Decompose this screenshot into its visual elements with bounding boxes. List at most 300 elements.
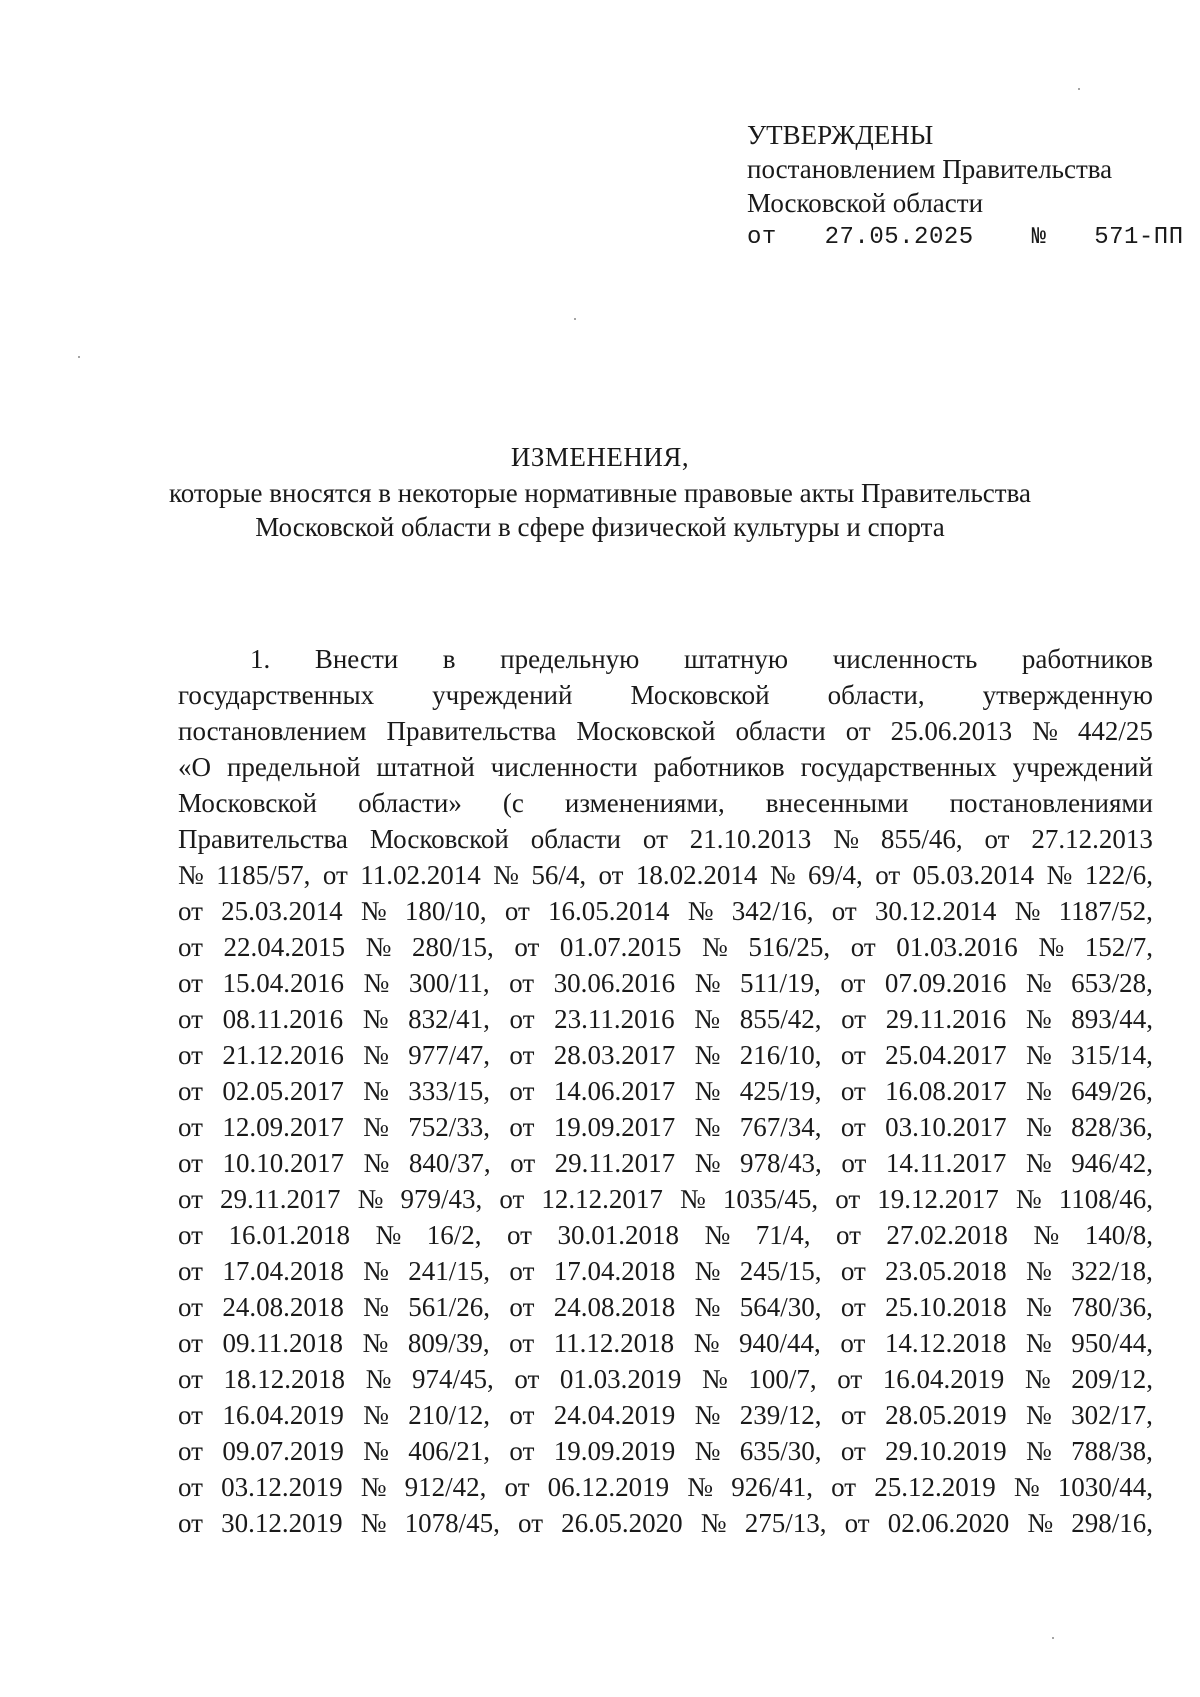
body-word: от xyxy=(840,1112,866,1142)
body-word: от xyxy=(514,1364,540,1394)
body-word: от xyxy=(598,860,624,890)
body-word: 275/13, xyxy=(744,1508,827,1538)
body-word: от xyxy=(178,1364,203,1394)
body-word: Московской xyxy=(178,788,318,818)
body-word: 809/39, xyxy=(407,1328,490,1358)
body-word: № xyxy=(360,1472,387,1502)
body-word: 03.12.2019 xyxy=(221,1472,343,1502)
body-word: от xyxy=(845,716,871,746)
body-word: № xyxy=(1026,1112,1052,1142)
body-word: 210/12, xyxy=(408,1400,491,1430)
body-word: 03.10.2017 xyxy=(885,1112,1007,1142)
body-word: от xyxy=(504,896,530,926)
body-line xyxy=(178,1217,1153,1253)
body-word: от xyxy=(178,1076,203,1106)
body-word: от xyxy=(835,1184,861,1214)
body-line xyxy=(178,1469,1153,1505)
body-line xyxy=(178,1109,1153,1145)
body-word: 752/33, xyxy=(408,1112,491,1142)
body-word: № xyxy=(1026,1292,1052,1322)
body-word: учреждений xyxy=(432,680,573,710)
body-word: от xyxy=(178,932,203,962)
body-word: от xyxy=(840,1076,866,1106)
body-word: 14.12.2018 xyxy=(884,1328,1007,1358)
body-word: 08.11.2016 xyxy=(222,1004,344,1034)
body-word: 561/26, xyxy=(408,1292,491,1322)
body-word: № xyxy=(702,1364,728,1394)
body-word: 22.04.2015 xyxy=(223,932,346,962)
body-word: от xyxy=(178,1472,203,1502)
body-word: 1030/44, xyxy=(1057,1472,1153,1502)
body-word: № xyxy=(694,1148,721,1178)
body-line xyxy=(178,641,1153,677)
body-line xyxy=(178,1181,1153,1217)
body-word: № xyxy=(1032,716,1058,746)
scan-speck xyxy=(1078,88,1080,90)
body-word: 14.06.2017 xyxy=(553,1076,676,1106)
body-word: № xyxy=(702,932,728,962)
body-word: 24.08.2018 xyxy=(553,1292,676,1322)
body-word: от xyxy=(509,1040,535,1070)
body-word: 855/42, xyxy=(739,1004,822,1034)
document-title xyxy=(0,440,1200,544)
body-word: № xyxy=(1027,1508,1054,1538)
body-word: 30.01.2018 xyxy=(557,1220,679,1250)
body-word: от xyxy=(841,1004,867,1034)
body-word: 07.09.2016 xyxy=(884,968,1007,998)
body-line xyxy=(178,1325,1153,1361)
body-word: № xyxy=(360,1508,387,1538)
body-paragraph xyxy=(178,641,1153,1541)
body-word: штатную xyxy=(683,644,789,674)
body-word: 216/10, xyxy=(739,1040,822,1070)
body-word: Правительства xyxy=(178,824,348,854)
body-word: 14.11.2017 xyxy=(885,1148,1007,1178)
body-word: 01.03.2016 xyxy=(896,932,1018,962)
body-word: от xyxy=(509,1436,535,1466)
body-word: 315/14, xyxy=(1071,1040,1153,1070)
body-word: от xyxy=(178,1436,203,1466)
body-word: № xyxy=(1013,1472,1040,1502)
body-word: от xyxy=(178,1256,203,1286)
body-word: от xyxy=(509,968,535,998)
body-word: № xyxy=(363,968,390,998)
body-word: 19.09.2019 xyxy=(553,1436,676,1466)
body-word: № xyxy=(363,1040,389,1070)
body-word: 71/4, xyxy=(755,1220,811,1250)
body-word: 28.03.2017 xyxy=(553,1040,676,1070)
body-word: от xyxy=(509,1004,535,1034)
approval-stamp xyxy=(747,118,1184,255)
body-word: 1185/57, xyxy=(216,860,311,890)
body-word: от xyxy=(840,1292,866,1322)
body-word: 342/16, xyxy=(731,896,814,926)
body-word: Правительства xyxy=(386,716,557,746)
body-word: от xyxy=(831,896,857,926)
body-word: 28.05.2019 xyxy=(885,1400,1007,1430)
body-word: 1187/52, xyxy=(1058,896,1153,926)
body-line xyxy=(178,785,1153,821)
body-word: № xyxy=(694,1076,721,1106)
body-word: от xyxy=(499,1184,525,1214)
body-word: от xyxy=(510,1148,536,1178)
approval-from: от xyxy=(747,224,777,251)
body-word: № xyxy=(363,1292,389,1322)
body-word: 140/8, xyxy=(1084,1220,1153,1250)
body-word: 16.01.2018 xyxy=(228,1220,350,1250)
body-word: 11.02.2014 xyxy=(360,860,481,890)
body-word: 239/12, xyxy=(739,1400,822,1430)
body-word: от xyxy=(178,1328,203,1358)
body-word: 780/36, xyxy=(1071,1292,1153,1322)
body-word: № xyxy=(769,860,796,890)
body-word: 24.04.2019 xyxy=(553,1400,676,1430)
body-word: № xyxy=(363,1076,389,1106)
body-word: 406/21, xyxy=(408,1436,491,1466)
body-word: 979/43, xyxy=(400,1184,483,1214)
body-word: 56/4, xyxy=(531,860,587,890)
body-word: численность xyxy=(832,644,978,674)
body-word: 100/7, xyxy=(748,1364,817,1394)
body-word: 16.08.2017 xyxy=(885,1076,1007,1106)
body-word: области, xyxy=(827,680,925,710)
body-word: 122/6, xyxy=(1084,860,1153,890)
body-word: 564/30, xyxy=(739,1292,822,1322)
body-word: 1078/45, xyxy=(404,1508,500,1538)
body-word: 21.10.2013 xyxy=(689,824,812,854)
body-word: № xyxy=(365,1364,392,1394)
body-word: от xyxy=(840,1040,866,1070)
body-word: 23.05.2018 xyxy=(885,1256,1007,1286)
body-word: 29.11.2017 xyxy=(554,1148,676,1178)
body-word: от xyxy=(509,1400,535,1430)
body-word: № xyxy=(363,1148,390,1178)
body-word: № xyxy=(700,1508,727,1538)
body-word: учреждений xyxy=(1012,752,1153,782)
body-word: № xyxy=(694,1040,721,1070)
body-word: № xyxy=(694,1400,721,1430)
body-word: 29.11.2017 xyxy=(220,1184,341,1214)
body-word: № xyxy=(1038,932,1065,962)
body-word: № xyxy=(694,1004,721,1034)
body-word: 209/12, xyxy=(1071,1364,1153,1394)
scan-speck xyxy=(1052,1637,1054,1639)
body-line xyxy=(178,1145,1153,1181)
body-word: 25.10.2018 xyxy=(885,1292,1007,1322)
body-word: 16/2, xyxy=(426,1220,482,1250)
body-word: № xyxy=(704,1220,731,1250)
body-word: от xyxy=(178,1184,203,1214)
approval-signature-line xyxy=(747,221,1184,255)
body-word: 978/43, xyxy=(740,1148,822,1178)
body-word: от xyxy=(841,1148,867,1178)
body-word: постановлением xyxy=(178,716,367,746)
body-word: 912/42, xyxy=(404,1472,487,1502)
body-word: 1108/46, xyxy=(1058,1184,1153,1214)
body-word: Московской xyxy=(630,680,770,710)
body-word: 926/41, xyxy=(731,1472,813,1502)
body-line xyxy=(178,1505,1153,1541)
body-word: 15.04.2016 xyxy=(222,968,344,998)
body-line xyxy=(178,1253,1153,1289)
body-word: от xyxy=(178,1220,203,1250)
body-word: 152/7, xyxy=(1084,932,1153,962)
body-word: от xyxy=(504,1472,530,1502)
body-word: 16.04.2019 xyxy=(222,1400,344,1430)
body-word: от xyxy=(840,1436,866,1466)
body-word: № xyxy=(694,1436,721,1466)
body-word: области xyxy=(530,824,622,854)
body-word: от xyxy=(875,860,901,890)
body-word: 280/15, xyxy=(412,932,494,962)
body-word: 30.12.2014 xyxy=(874,896,997,926)
body-word: № xyxy=(1026,1076,1052,1106)
body-word: № xyxy=(363,1436,389,1466)
body-word: № xyxy=(363,1112,389,1142)
body-word: от xyxy=(178,1508,203,1538)
body-word: 946/42, xyxy=(1071,1148,1153,1178)
body-word: 25.04.2017 xyxy=(885,1040,1007,1070)
body-word: 21.12.2016 xyxy=(222,1040,344,1070)
body-word: № xyxy=(1026,1400,1052,1430)
body-word: 516/25, xyxy=(748,932,831,962)
body-line xyxy=(178,1001,1153,1037)
body-word: численности xyxy=(490,752,638,782)
body-word: 322/18, xyxy=(1071,1256,1153,1286)
body-word: от xyxy=(322,860,348,890)
body-word: 09.11.2018 xyxy=(222,1328,343,1358)
body-word: государственных xyxy=(800,752,997,782)
body-word: 12.09.2017 xyxy=(222,1112,344,1142)
body-word: № xyxy=(1046,860,1073,890)
body-line xyxy=(178,677,1153,713)
body-word: 840/37, xyxy=(408,1148,491,1178)
body-word: штатной xyxy=(376,752,475,782)
body-word: от xyxy=(509,1328,535,1358)
body-word: 333/15, xyxy=(408,1076,491,1106)
body-line xyxy=(178,929,1153,965)
body-word: 25.03.2014 xyxy=(221,896,343,926)
body-word: изменениями, xyxy=(564,788,725,818)
body-word: 01.03.2019 xyxy=(559,1364,682,1394)
body-word: 01.07.2015 xyxy=(559,932,682,962)
body-word: 26.05.2020 xyxy=(561,1508,683,1538)
body-word: 27.12.2013 xyxy=(1031,824,1153,854)
body-word: 30.12.2019 xyxy=(221,1508,343,1538)
body-word: 767/34, xyxy=(739,1112,822,1142)
body-line xyxy=(178,1289,1153,1325)
body-word: 245/15, xyxy=(739,1256,822,1286)
body-word: утвержденную xyxy=(982,680,1153,710)
body-word: 653/28, xyxy=(1071,968,1153,998)
body-word: 511/19, xyxy=(740,968,821,998)
body-word: 09.07.2019 xyxy=(222,1436,344,1466)
body-line xyxy=(178,1037,1153,1073)
body-word: 649/26, xyxy=(1071,1076,1153,1106)
body-word: от xyxy=(837,1364,863,1394)
body-word: № xyxy=(694,1112,721,1142)
body-line xyxy=(178,713,1153,749)
body-word: № xyxy=(833,824,859,854)
body-word: 25.06.2013 xyxy=(890,716,1013,746)
title-heading: ИЗМЕНЕНИЯ, xyxy=(510,442,690,472)
body-word: 855/46, xyxy=(880,824,963,854)
approval-region: Московской области xyxy=(747,188,984,218)
body-word: № xyxy=(362,1328,389,1358)
body-word: 02.06.2020 xyxy=(887,1508,1010,1538)
body-word: от xyxy=(178,1112,203,1142)
body-word: 300/11, xyxy=(408,968,490,998)
body-word: от xyxy=(840,1400,866,1430)
approval-number-sign: № xyxy=(1031,224,1047,251)
body-word: от xyxy=(984,824,1010,854)
body-word: области» xyxy=(358,788,462,818)
body-line xyxy=(178,1073,1153,1109)
body-word: от xyxy=(178,968,203,998)
body-word: № xyxy=(1025,1004,1052,1034)
body-word: 302/17, xyxy=(1071,1400,1153,1430)
body-word: 788/38, xyxy=(1071,1436,1153,1466)
body-word: 18.02.2014 xyxy=(635,860,758,890)
body-word: № xyxy=(362,1004,389,1034)
body-word: от xyxy=(509,1076,535,1106)
body-word: 06.12.2019 xyxy=(547,1472,670,1502)
body-word: 23.11.2016 xyxy=(554,1004,675,1034)
body-line xyxy=(178,965,1153,1001)
body-word: 974/45, xyxy=(412,1364,494,1394)
body-word: № xyxy=(1025,1328,1052,1358)
body-word: 1035/45, xyxy=(722,1184,819,1214)
body-word: 10.10.2017 xyxy=(222,1148,344,1178)
body-word: № xyxy=(693,1328,720,1358)
body-word: от xyxy=(844,1508,870,1538)
body-word: 940/44, xyxy=(739,1328,821,1358)
body-line xyxy=(178,1397,1153,1433)
body-word: № xyxy=(694,1292,721,1322)
body-word: 977/47, xyxy=(408,1040,491,1070)
scan-speck xyxy=(78,356,80,358)
body-word: предельную xyxy=(500,644,640,674)
body-word: 241/15, xyxy=(408,1256,491,1286)
body-word: от xyxy=(518,1508,543,1538)
body-word: 02.05.2017 xyxy=(222,1076,344,1106)
title-subtitle-line-1: которые вносятся в некоторые нормативные правовые акты Правительства xyxy=(169,478,1031,508)
body-word: от xyxy=(178,1004,203,1034)
body-word: № xyxy=(1015,1184,1042,1214)
body-word: 893/44, xyxy=(1071,1004,1153,1034)
body-word: от xyxy=(178,896,203,926)
body-word: № xyxy=(1024,1364,1051,1394)
body-word: 828/36, xyxy=(1071,1112,1153,1142)
body-word: 19.09.2017 xyxy=(553,1112,676,1142)
body-word: от xyxy=(840,968,866,998)
body-line xyxy=(178,857,1153,893)
body-word: № xyxy=(1014,896,1041,926)
body-word: от xyxy=(509,1112,535,1142)
body-word: 29.11.2016 xyxy=(885,1004,1007,1034)
body-word: 1. xyxy=(250,644,271,674)
body-word: 17.04.2018 xyxy=(553,1256,676,1286)
body-word: № xyxy=(687,1472,714,1502)
body-word: Внести xyxy=(314,644,399,674)
body-word: от xyxy=(178,1148,203,1178)
body-word: Московской xyxy=(576,716,716,746)
body-word: 16.04.2019 xyxy=(882,1364,1005,1394)
body-word: от xyxy=(850,932,876,962)
body-word: от xyxy=(642,824,668,854)
body-word: от xyxy=(178,1040,203,1070)
body-word: № xyxy=(1025,968,1052,998)
body-word: № xyxy=(694,968,721,998)
body-word: работников xyxy=(653,752,785,782)
body-word: № xyxy=(365,932,392,962)
body-word: внесенными xyxy=(765,788,909,818)
body-word: № xyxy=(493,860,519,890)
body-word: № xyxy=(1026,1256,1052,1286)
body-word: 635/30, xyxy=(739,1436,822,1466)
body-word: 29.10.2019 xyxy=(885,1436,1007,1466)
body-word: 180/10, xyxy=(404,896,487,926)
body-word: от xyxy=(509,1292,535,1322)
body-word: предельной xyxy=(226,752,361,782)
title-subtitle-line-2: Московской области в сфере физической культуры и спорта xyxy=(255,512,945,542)
body-word: от xyxy=(178,1400,203,1430)
body-word: 17.04.2018 xyxy=(222,1256,344,1286)
body-word: 16.05.2014 xyxy=(548,896,670,926)
body-word: № xyxy=(375,1220,402,1250)
body-word: 30.06.2016 xyxy=(553,968,676,998)
body-word: от xyxy=(840,1256,866,1286)
body-word: от xyxy=(835,1220,861,1250)
body-word: 11.12.2018 xyxy=(553,1328,675,1358)
body-word: № xyxy=(1026,1436,1052,1466)
body-word: 950/44, xyxy=(1071,1328,1153,1358)
approval-number: 571-ПП xyxy=(1094,224,1184,251)
body-word: (с xyxy=(502,788,524,818)
approval-date: 27.05.2025 xyxy=(824,224,974,251)
body-line xyxy=(178,1433,1153,1469)
body-line xyxy=(178,749,1153,785)
body-word: № xyxy=(680,1184,706,1214)
body-word: в xyxy=(442,644,456,674)
body-word: 69/4, xyxy=(808,860,863,890)
body-word: 832/41, xyxy=(408,1004,490,1034)
body-word: № xyxy=(694,1256,721,1286)
body-word: области xyxy=(735,716,826,746)
body-word: 24.08.2018 xyxy=(222,1292,344,1322)
body-word: постановлениями xyxy=(949,788,1153,818)
body-word: 27.02.2018 xyxy=(886,1220,1008,1250)
body-line xyxy=(178,893,1153,929)
body-word: 19.12.2017 xyxy=(877,1184,999,1214)
body-word: государственных xyxy=(178,680,375,710)
body-word: № xyxy=(1025,1148,1052,1178)
body-word: № xyxy=(687,896,714,926)
body-word: № xyxy=(363,1256,389,1286)
body-word: № xyxy=(1033,1220,1060,1250)
body-word: «О xyxy=(178,752,211,782)
body-word: от xyxy=(514,932,540,962)
body-word: № xyxy=(360,896,387,926)
body-word: 05.03.2014 xyxy=(912,860,1035,890)
scan-speck xyxy=(574,318,576,320)
body-word: работников xyxy=(1021,644,1153,674)
body-word: от xyxy=(840,1328,866,1358)
body-word: 442/25 xyxy=(1077,716,1153,746)
body-word: № xyxy=(363,1400,389,1430)
body-word: 25.12.2019 xyxy=(874,1472,996,1502)
approval-authority: постановлением Правительства xyxy=(747,154,1113,184)
